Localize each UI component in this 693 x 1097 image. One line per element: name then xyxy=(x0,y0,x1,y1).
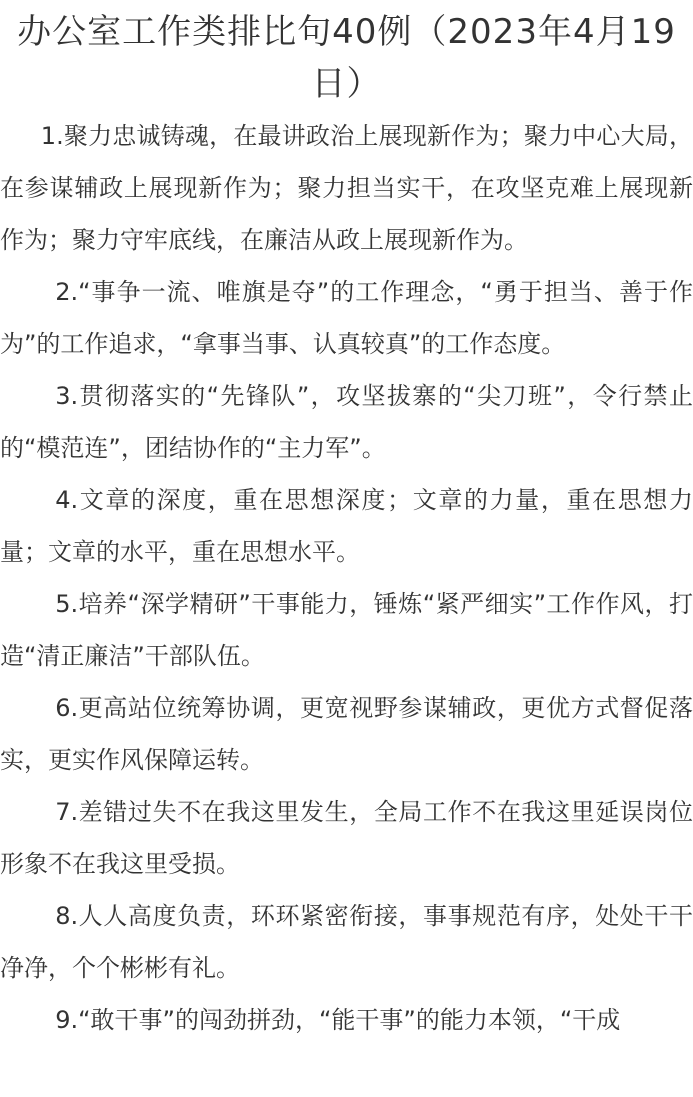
list-item: 2.“事争一流、唯旗是夺”的工作理念，“勇于担当、善于作为”的工作追求，“拿事当事、认真较真”的工作态度。 xyxy=(0,278,693,358)
article-title: 办公室工作类排比句40例（2023年4月19日） xyxy=(17,12,676,104)
list-item: 9.“敢干事”的闯劲拼劲，“能干事”的能力本领，“干成 xyxy=(55,1006,621,1034)
list-item: 6.更高站位统筹协调，更宽视野参谋辅政，更优方式督促落实，更实作风保障运转。 xyxy=(0,694,693,774)
list-item: 8.人人高度负责，环环紧密衔接，事事规范有序，处处干干净净，个个彬彬有礼。 xyxy=(0,902,693,982)
list-item: 4.文章的深度，重在思想深度；文章的力量，重在思想力量；文章的水平，重在思想水平。 xyxy=(0,486,693,566)
list-item: 5.培养“深学精研”干事能力，锤炼“紧严细实”工作作风，打造“清正廉洁”干部队伍。 xyxy=(0,590,693,670)
list-item: 7.差错过失不在我这里发生，全局工作不在我这里延误岗位形象不在我这里受损。 xyxy=(0,798,693,878)
list-item: 1.聚力忠诚铸魂，在最讲政治上展现新作为；聚力中心大局，在参谋辅政上展现新作为；聚力担当实干，在攻坚克难上展现新作为；聚力守牢底线，在廉洁从政上展现新作为。 xyxy=(0,122,693,254)
list-item: 3.贯彻落实的“先锋队”，攻坚拔寨的“尖刀班”，令行禁止的“模范连”，团结协作的“主力军”。 xyxy=(0,382,693,462)
